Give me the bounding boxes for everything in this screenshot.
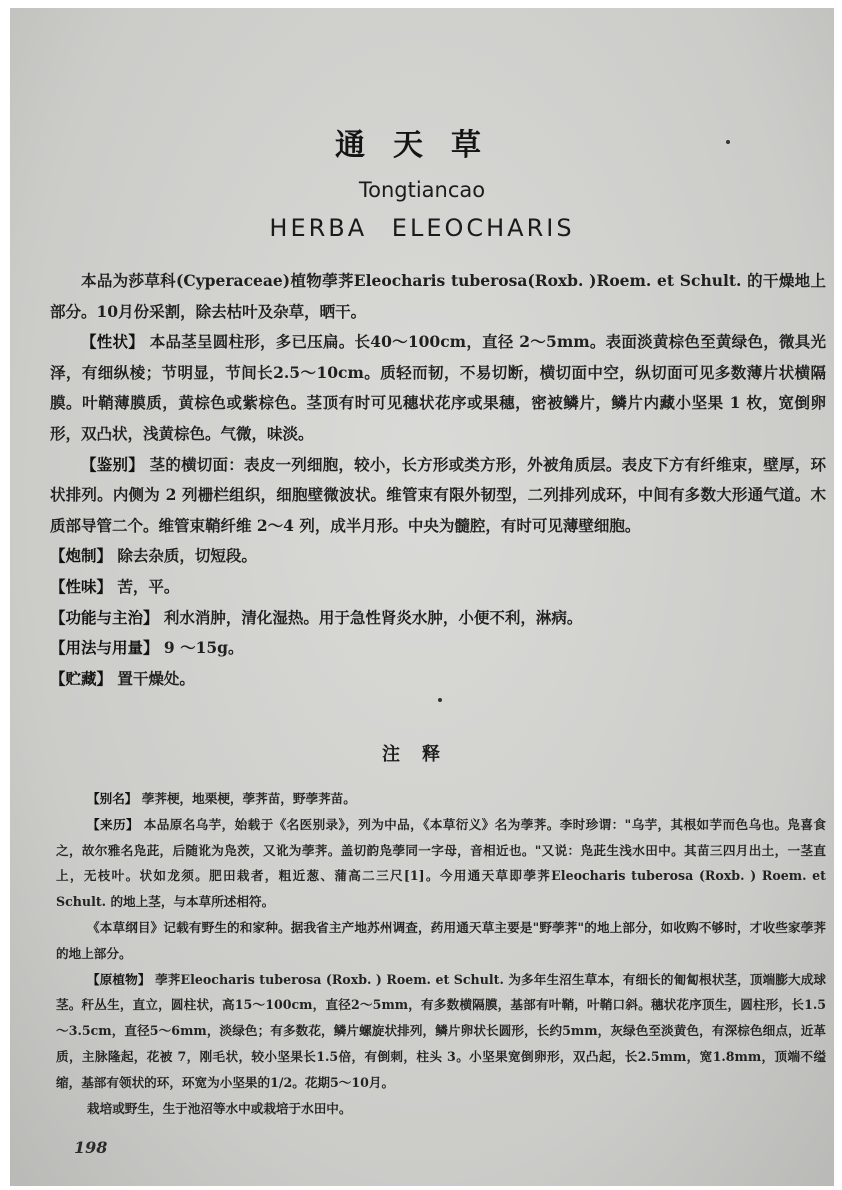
section-text: 茎的横切面：表皮一列细胞，较小，长方形或类方形，外被角质层。表皮下方有纤维束，壁厚，环状排列。内侧为 2 列栅栏组织，细胞壁微波状。维管束有限外韧型，二列排列成环，中间有多数大形通气道。木质部导管二个。维管束鞘纤维 2～4 列，成半月形。中央为髓腔，有时可见薄壁细胞。 (50, 454, 826, 535)
section-storage (50, 664, 826, 695)
notes-title: 注释 (382, 744, 462, 765)
section-text: 置干燥处。 (117, 668, 195, 688)
section-dosage (50, 633, 826, 664)
section-properties (50, 327, 826, 449)
note-text: 《本草纲目》记载有野生的和家种。据我省主产地苏州调查，药用通天草主要是"野荸荠"的地上部分，如收购不够时，才收些家荸荠的地上部分。 (56, 919, 826, 961)
print-speck (726, 140, 730, 144)
section-label: 【鉴别】 (81, 454, 144, 474)
section-text: 利水消肿，清化湿热。用于急性肾炎水肿，小便不利，淋病。 (163, 607, 583, 627)
section-text: 苦，平。 (117, 576, 180, 596)
note-alias (56, 786, 826, 812)
section-text: 除去杂质，切短段。 (117, 546, 257, 566)
page-number: 198 (74, 1138, 108, 1157)
monograph-body (50, 266, 826, 694)
note-habitat (56, 1096, 826, 1122)
section-processing (50, 541, 826, 572)
note-label: 【原植物】 (87, 971, 151, 987)
note-text: 荸荠梗，地栗梗，荸荠苗，野荸荠苗。 (141, 791, 356, 806)
title-chinese: 通天草 (335, 128, 509, 163)
section-label: 【贮藏】 (50, 668, 113, 688)
section-nature (50, 572, 826, 603)
section-text: 9 ～15g。 (163, 638, 244, 658)
note-text: 荸荠Eleocharis tuberosa (Roxb. ) Roem. et Schult. 为多年生沼生草本，有细长的匍匐根状茎，顶端膨大成球茎。秆丛生，直立，圆柱状，高15～100cm，直径2～5mm，有多数横隔膜，基部有叶鞘，叶鞘口斜。穗状花序顶生，圆柱形，长1.5～3.5cm，直径5～6mm，淡绿色；有多数花，鳞片螺旋状排列，鳞片卵状长圆形，长约5mm，灰绿色至淡黄色，有深棕色细点，近革质，主脉隆起，花被 7，刚毛状，较小坚果长1.5倍，有倒刺，柱头 3。小坚果宽倒卵形，双凸起，长2.5mm，宽1.8mm，顶端不缢缩，基部有领状的环，环宽为小坚果的1/2。花期5～10月。 (56, 971, 827, 1090)
section-label: 【用法与用量】 (50, 638, 159, 658)
intro-paragraph: 本品为莎草科(Cyperaceae)植物荸荠Eleocharis tuberosa(Roxb. )Roem. et Schult. 的干燥地上部分。10月份采割，除去枯叶及杂草，晒干。 (50, 271, 826, 321)
book-page (10, 8, 834, 1186)
section-label: 【炮制】 (50, 546, 113, 566)
note-origin (56, 812, 826, 915)
note-plant (56, 967, 826, 1096)
note-label: 【别名】 (87, 791, 138, 806)
section-text: 本品茎呈圆柱形，多已压扁。长40～100cm，直径 2～5mm。表面淡黄棕色至黄绿色，微具光泽，有细纵棱；节明显，节间长2.5～10cm。质轻而韧，不易切断，横切面中空，纵切面可见多数薄片状横隔膜。叶鞘薄膜质，黄棕色或紫棕色。茎顶有时可见穗状花序或果穗，密被鳞片，鳞片内藏小坚果 1 枚，宽倒卵形，双凸状，浅黄棕色。气微，味淡。 (50, 332, 826, 443)
section-label: 【性味】 (50, 576, 113, 596)
print-speck (438, 698, 442, 702)
section-label: 【功能与主治】 (50, 607, 159, 627)
note-text: 本品原名乌芋，始载于《名医别录》，列为中品，《本草衍义》名为荸荠。李时珍谓："乌芋，其根如芋而色乌也。凫喜食之，故尔雅名凫茈，后随讹为凫茨，又讹为荸荠。盖切韵凫荸同一字母，音相近也。"又说：凫茈生浅水田中。其苗三四月出土，一茎直上，无枝叶。状如龙须。肥田栽者，粗近葱、蒲高二三尺[1]。今用通天草即荸荠Eleocharis tuberosa (Roxb. ) Roem. et Schult. 的地上茎，与本草所述相符。 (56, 816, 826, 910)
section-functions (50, 603, 826, 634)
note-origin-cont (56, 915, 826, 967)
note-label: 【来历】 (87, 816, 139, 832)
title-pinyin: Tongtiancao (358, 178, 486, 202)
notes-body (56, 786, 826, 1121)
section-identification (50, 450, 826, 542)
title-latin: HERBA ELEOCHARIS (269, 214, 575, 242)
section-label: 【性状】 (81, 332, 145, 352)
note-text: 栽培或野生，生于池沼等水中或栽培于水田中。 (87, 1100, 352, 1116)
